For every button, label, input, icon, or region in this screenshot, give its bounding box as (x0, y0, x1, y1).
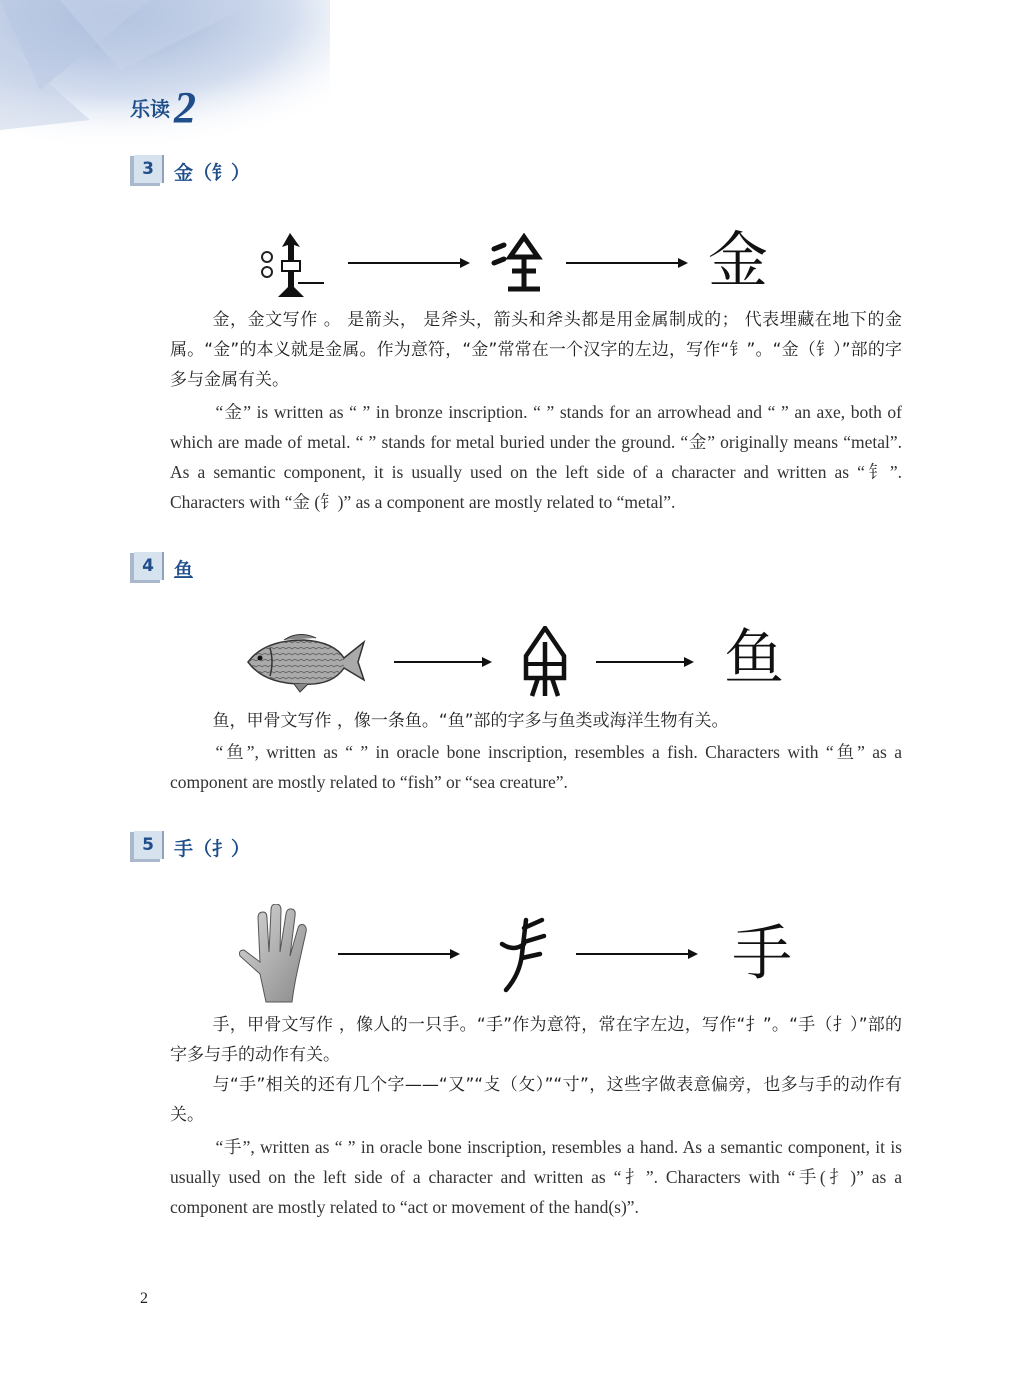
arrow-icon (338, 948, 460, 960)
section-number: 5 (134, 831, 164, 859)
arrow-icon (566, 257, 688, 269)
section-4-zh-paragraph: 鱼，甲骨文写作 ，像一条鱼。“鱼”部的字多与鱼类或海洋生物有关。 (212, 711, 729, 731)
header-number: 2 (174, 83, 196, 132)
section-4-figures (0, 622, 1035, 702)
header-label: 乐读 (130, 97, 170, 121)
section-5-zh-paragraph-1: 手，甲骨文写作 ，像人的一只手。“手”作为意符，常在字左边，写作“扌”。“手（扌）”部的字多与手的动作有关。 (170, 1015, 902, 1065)
section-number-box (130, 156, 162, 186)
section-number-box (130, 553, 162, 583)
section-number: 4 (134, 552, 164, 580)
section-3-zh-paragraph: 金，金文写作 。 是箭头， 是斧头，箭头和斧头都是用金属制成的； 代表埋藏在地下的金属。“金”的本义就是金属。作为意符，“金”常常在一个汉字的左边，写作“钅”。“金（钅）”部的字多与金属有关。 (170, 310, 902, 390)
modern-character: 金 (708, 226, 768, 296)
bronze-inscription-jin-icon (490, 233, 546, 293)
modern-character: 鱼 (724, 623, 784, 693)
section-4-heading (130, 553, 193, 583)
hand-icon (236, 904, 308, 1004)
oracle-bone-hand-icon (496, 914, 548, 994)
section-5-en-paragraph: “手”, written as “ ” in oracle bone inscription, resembles a hand. As a semantic component, it is usually used on the left side of a character and written as “扌”. Characters with “手(扌)” as a component are mostly related to “act or movement of the hand(s)”. (170, 1137, 902, 1217)
arrow-icon (576, 948, 698, 960)
fish-icon (244, 628, 368, 694)
section-5-figures (0, 902, 1035, 1008)
section-number-box (130, 832, 162, 862)
arrow-icon (596, 656, 694, 668)
section-3-heading (130, 156, 250, 186)
section-3-figures (0, 225, 1035, 305)
section-title: 金（钅） (174, 161, 251, 184)
oracle-bone-fish-icon (518, 626, 572, 698)
modern-character: 手 (732, 919, 792, 989)
page-header (130, 83, 196, 132)
page-number: 2 (140, 1290, 148, 1307)
arrow-icon (348, 257, 470, 269)
section-title: 手（扌） (174, 837, 251, 860)
section-4-en-paragraph: “鱼”, written as “ ” in oracle bone inscription, resembles a fish. Characters with “鱼” as a component are mostly related to “fish” or “sea creature”. (170, 742, 902, 792)
bronze-glyph-icon (258, 227, 328, 299)
section-5-heading (130, 832, 250, 862)
arrow-icon (394, 656, 492, 668)
section-5-zh-paragraph-2: 与“手”相关的还有几个字——“又”“攴（攵）”“寸”，这些字做表意偏旁，也多与手的动作有关。 (170, 1075, 902, 1125)
section-title: 鱼 (174, 558, 194, 581)
section-number: 3 (134, 155, 164, 183)
section-3-en-paragraph: “金” is written as “ ” in bronze inscription. “ ” stands for an arrowhead and “ ” an axe, both of which are made of metal. “ ” stands for metal buried under the ground. “金” originally means “metal”. As a semantic component, it is usually used on the left side of a character and written as “钅”. Characters with “金 (钅)” as a component are mostly related to “metal”. (170, 402, 902, 512)
